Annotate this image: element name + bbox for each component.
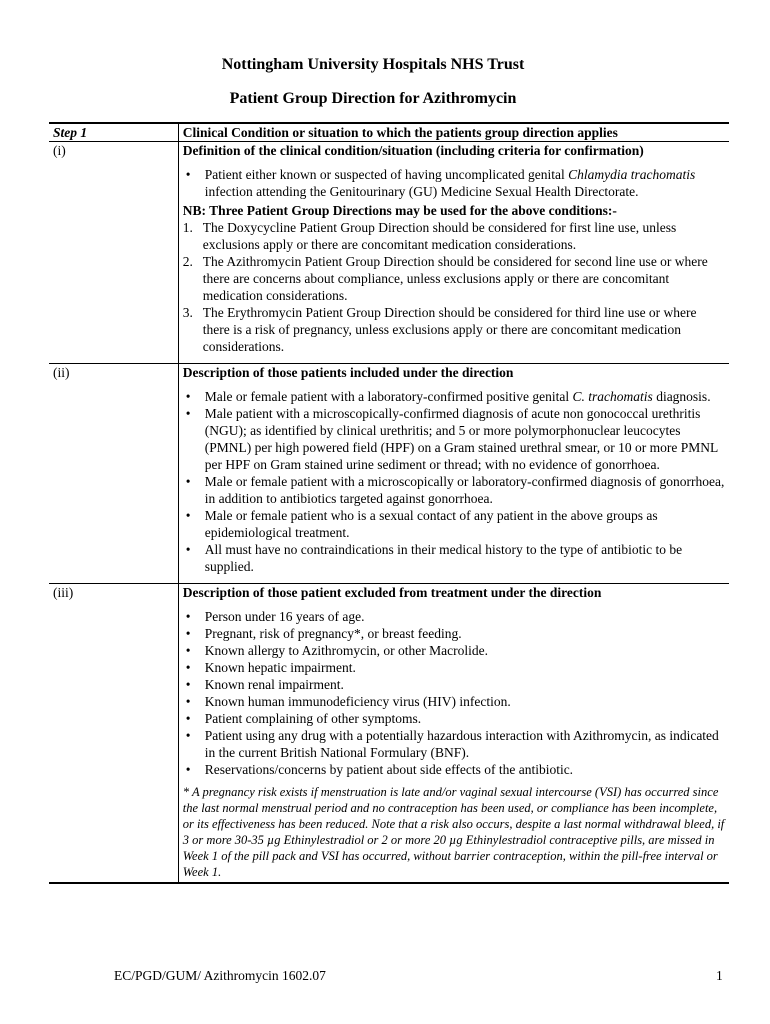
section-iii-heading: Description of those patient excluded from treatment under the direction	[182, 585, 602, 600]
section-i-content	[178, 142, 729, 364]
bullet-text: Patient either known or suspected of having uncomplicated genital	[204, 167, 569, 182]
section-ii-label: (ii)	[49, 364, 178, 584]
list-item: • Known human immunodeficiency virus (HIV) infection.	[183, 693, 725, 710]
list-item: • Person under 16 years of age.	[183, 608, 725, 625]
bullet-italic-text: C. trachomatis	[572, 389, 653, 404]
list-item: • Reservations/concerns by patient about side effects of the antibiotic.	[183, 761, 725, 778]
item-text: The Doxycycline Patient Group Direction should be considered for first line use, unless exclusions apply or there are concomitant medication considerations.	[202, 220, 677, 252]
bullet-text: infection attending the Genitourinary (GU) Medicine Sexual Health Directorate.	[204, 184, 639, 199]
list-item: • Known hepatic impairment.	[183, 659, 725, 676]
list-item: • Male or female patient who is a sexual contact of any patient in the above groups as epidemiological treatment.	[183, 507, 725, 541]
item-text: The Erythromycin Patient Group Direction should be considered for third line use or where there is a risk of pregnancy, unless exclusions apply or there are concomitant medication considerations.	[202, 305, 697, 354]
list-item: • Patient complaining of other symptoms.	[183, 710, 725, 727]
pgd-options-list	[183, 219, 725, 355]
organisation-title: Nottingham University Hospitals NHS Trust	[221, 56, 525, 73]
list-item	[183, 304, 725, 355]
list-item	[183, 253, 725, 304]
section-i-row	[49, 142, 729, 364]
list-item: • All must have no contraindications in their medical history to the type of antibiotic to be supplied.	[183, 541, 725, 575]
section-ii-row	[49, 364, 729, 584]
section-i-label: (i)	[49, 142, 178, 364]
step-heading: Clinical Condition or situation to which the patients group direction applies	[178, 123, 729, 142]
page-number: 1	[716, 968, 723, 983]
list-item: • Patient using any drug with a potentially hazardous interaction with Azithromycin, as indicated in the current British National Formulary (BNF).	[183, 727, 725, 761]
item-number: 2.	[182, 254, 193, 269]
list-item	[183, 388, 725, 405]
section-ii-content	[178, 364, 729, 584]
list-item: • Male or female patient with a microscopically or laboratory-confirmed diagnosis of gonorrhoea, in addition to antibiotics targeted against gonorrhoea.	[183, 473, 725, 507]
section-ii-bullets	[183, 388, 725, 575]
item-number: 3.	[182, 305, 193, 320]
section-iii-bullets	[183, 608, 725, 778]
table-header-row	[49, 123, 729, 142]
section-i-bullets	[183, 166, 725, 200]
nb-note: NB: Three Patient Group Directions may be used for the above conditions:-	[182, 203, 617, 218]
item-text: The Azithromycin Patient Group Direction should be considered for second line use or where there are concerns about compliance, unless exclusions apply or there are concomitant medication considerations.	[202, 254, 708, 303]
item-number: 1.	[182, 220, 193, 235]
list-item	[183, 166, 725, 200]
bullet-italic-text: Chlamydia trachomatis	[568, 167, 696, 182]
list-item: • Known renal impairment.	[183, 676, 725, 693]
list-item	[183, 219, 725, 253]
section-iii-content	[178, 584, 729, 884]
list-item: • Pregnant, risk of pregnancy*, or breast feeding.	[183, 625, 725, 642]
list-item: • Known allergy to Azithromycin, or other Macrolide.	[183, 642, 725, 659]
document-reference: EC/PGD/GUM/ Azithromycin 1602.07	[114, 968, 326, 983]
document-title: Patient Group Direction for Azithromycin	[229, 90, 517, 107]
section-iii-row	[49, 584, 729, 884]
bullet-text: diagnosis.	[652, 389, 711, 404]
pgd-table	[49, 122, 729, 884]
pregnancy-risk-note: * A pregnancy risk exists if menstruation is late and/or vaginal sexual intercourse (VSI) has occurred since the last normal menstrual period and no contraception has been used, or compliance has been incomplete, or its effectiveness has been reduced. Note that a risk also occurs, despite a last normal withdrawal bleed, if 3 or more 30-35 µg Ethinylestradiol or 2 or more 20 µg Ethinylestradiol contraceptive pills, are missed in Week 1 of the pill pack and VSI has occurred, without barrier contraception, within the pill-free interval or Week 1.	[182, 785, 725, 879]
section-ii-heading: Description of those patients included under the direction	[182, 365, 514, 380]
section-iii-label: (iii)	[49, 584, 178, 884]
section-i-heading: Definition of the clinical condition/situation (including criteria for confirmation)	[182, 143, 644, 158]
bullet-text: Male or female patient with a laboratory-confirmed positive genital	[204, 389, 573, 404]
step-label: Step 1	[49, 123, 178, 142]
list-item: • Male patient with a microscopically-confirmed diagnosis of acute non gonococcal urethritis (NGU); as identified by clinical urethritis; and 5 or more polymorphonuclear leucocytes (PMNL) per high powered field (HPF) on a Gram stained urethral smear, or 10 or more PMNL per HPF on Gram stained urine sediment or thread; with no evidence of gonorrhoea.	[183, 405, 725, 473]
